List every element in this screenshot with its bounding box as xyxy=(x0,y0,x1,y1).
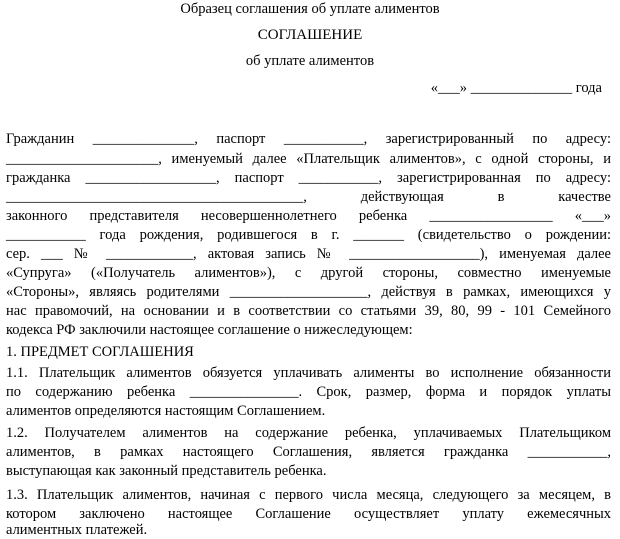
document-subtitle: об уплате алиментов xyxy=(245,53,375,69)
paragraph-1-1-line: по содержанию ребенка _______________. Срок, размер, форма и порядок уплаты xyxy=(6,384,611,400)
parties-line: Гражданин ______________, паспорт ___________, зарегистрированный по адресу: xyxy=(6,131,611,147)
paragraph-1-3-line: алиментных платежей. xyxy=(6,522,148,538)
paragraph-1-3-line: котором заключено настоящее Соглашение осуществляет уплату ежемесячных xyxy=(6,506,611,522)
parties-line: _____________________, именуемый далее «Плательщик алиментов», с одной стороны, и xyxy=(6,151,611,167)
section-title: 1. ПРЕДМЕТ СОГЛАШЕНИЯ xyxy=(6,344,194,360)
parties-line: кодекса РФ заключили настоящее соглашение о нижеследующем: xyxy=(6,322,413,338)
paragraph-1-3-line: 1.3. Плательщик алиментов, начиная с первого числа месяца, следующего за месяцем, в xyxy=(6,487,611,503)
date-line: «___» ______________ года xyxy=(430,80,602,96)
paragraph-1-1-line: алиментов определяются настоящим Соглашением. xyxy=(6,403,326,419)
parties-line: «Стороны», являясь родителями ___________________, действуя в рамках, имеющихся у xyxy=(6,284,611,300)
parties-line: сер. ___ № ____________, актовая запись № __________________), именуемая далее xyxy=(6,246,611,262)
paragraph-1-1-line: 1.1. Плательщик алиментов обязуется уплачивать алименты во исполнение обязанности xyxy=(6,365,611,381)
paragraph-1-2-line: алиментов, в рамках настоящего Соглашения, является гражданка ___________, xyxy=(6,444,611,460)
parties-line: нас правомочий, на основании и в соответствии со статьями 39, 80, 99 - 101 Семейного xyxy=(6,303,611,319)
parties-line: гражданка __________________, паспорт ___________, зарегистрированная по адресу: xyxy=(6,170,611,186)
paragraph-1-2-line: 1.2. Получателем алиментов на содержание ребенка, уплачиваемых Плательщиком xyxy=(6,425,611,441)
parties-line: ___________ года рождения, родившегося в г. _______ (свидетельство о рождении: xyxy=(6,227,611,243)
parties-line: _________________________________________, действующая в качестве xyxy=(6,189,611,205)
header-title: Образец соглашения об уплате алиментов xyxy=(180,1,440,17)
paragraph-1-2-line: выступающая как законный представитель ребенка. xyxy=(6,463,327,479)
parties-line: «Супруга» («Получатель алиментов»), с другой стороны, совместно именуемые xyxy=(6,265,611,281)
parties-line: законного представителя несовершеннолетнего ребенка _________________ «___» xyxy=(6,208,611,224)
document-title: СОГЛАШЕНИЕ xyxy=(257,27,363,43)
